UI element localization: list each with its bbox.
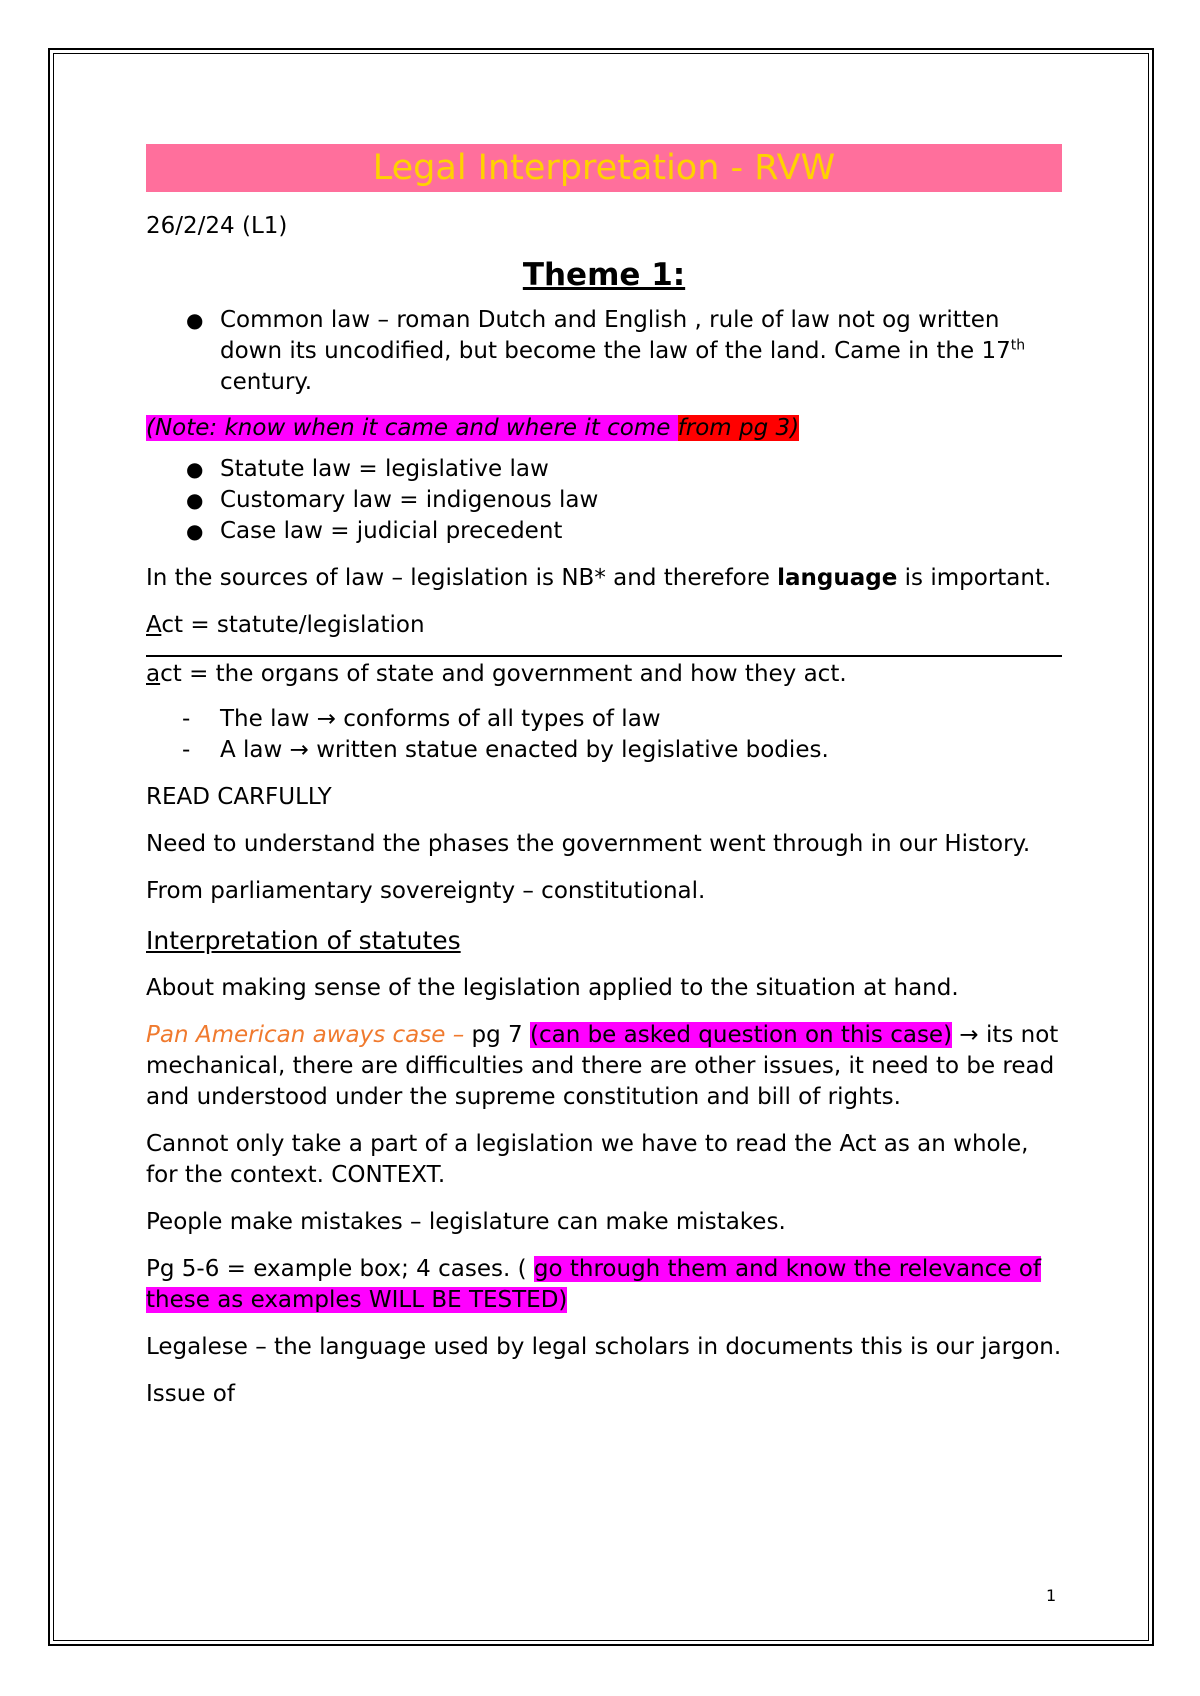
act-statute-text: ct = statute/legislation [161, 612, 425, 638]
act-statute-line [146, 610, 1062, 641]
sources-after: is important. [897, 565, 1052, 591]
note-highlight-red: from pg 3) [677, 415, 800, 441]
list-item [146, 735, 1062, 766]
list-item [146, 704, 1062, 735]
example-box-text: Pg 5-6 = example box; 4 cases. ( [146, 1256, 534, 1282]
bullet-icon: ● [186, 488, 204, 512]
sources-text: In the sources of law – legislation is NB* and therefore [146, 565, 778, 591]
note-highlight-magenta: (Note: know when it came and where it come [146, 415, 678, 441]
bullet-icon: ● [186, 457, 204, 481]
pan-american-paragraph [146, 1020, 1062, 1113]
page-number: 1 [1046, 1586, 1057, 1605]
case-name: Pan American aways case – [146, 1022, 465, 1048]
dash-icon: - [182, 706, 191, 732]
common-law-tail: century. [220, 369, 313, 395]
page-ref: pg 7 [464, 1022, 530, 1048]
document-title: Legal Interpretation - RVW [146, 144, 1062, 192]
pan-american-rest: → its not mechanical, there are difficulties and there are other issues, it need to be read and understood under the supreme constitution and bill of rights. [146, 1022, 1059, 1110]
law-type: Statute law = legislative law [220, 456, 549, 482]
bullet-icon: ● [186, 308, 204, 332]
act-capital-letter: A [146, 612, 162, 638]
note-line [146, 413, 1062, 444]
act-lowercase-letter: a [146, 661, 161, 687]
common-law-text: Common law – roman Dutch and English , rule of law not og written down its uncodified, but become the law of the land. Came in the 17 [220, 307, 1011, 364]
law-types-list [146, 454, 1062, 547]
about-paragraph: About making sense of the legislation applied to the situation at hand. [146, 975, 959, 1001]
law-definition: The law → conforms of all types of law [220, 706, 661, 732]
theme-heading: Theme 1: [522, 257, 686, 293]
document-body [146, 144, 1062, 1410]
issue-of-line: Issue of [146, 1381, 235, 1407]
lecture-date: 26/2/24 (L1) [146, 213, 288, 239]
common-law-list [146, 305, 1062, 398]
phases-paragraph: Need to understand the phases the government went through in our History. [146, 831, 1031, 857]
example-box-paragraph [146, 1254, 1062, 1316]
list-item [146, 454, 1062, 485]
interpretation-heading: Interpretation of statutes [146, 926, 461, 955]
dash-icon: - [182, 737, 191, 763]
bullet-icon: ● [186, 519, 204, 543]
law-definitions-list [146, 704, 1062, 766]
law-definition: A law → written statue enacted by legislative bodies. [220, 737, 829, 763]
mistakes-line: People make mistakes – legislature can make mistakes. [146, 1209, 786, 1235]
act-organs-line [146, 657, 1062, 690]
list-item [146, 485, 1062, 516]
act-organs-text: ct = the organs of state and government and how they act. [160, 661, 847, 687]
law-type: Case law = judicial precedent [220, 518, 563, 544]
sovereignty-line: From parliamentary sovereignty – constitutional. [146, 878, 706, 904]
law-type: Customary law = indigenous law [220, 487, 599, 513]
sources-paragraph [146, 563, 1062, 594]
list-item [146, 516, 1062, 547]
list-item [146, 305, 1062, 398]
legalese-paragraph: Legalese – the language used by legal scholars in documents this is our jargon. [146, 1334, 1062, 1360]
ordinal-suffix: th [1010, 337, 1026, 354]
read-carfully: READ CARFULLY [146, 784, 332, 810]
sources-bold: language [777, 565, 898, 591]
tested-highlight: go through them and know the relevance of these as examples WILL BE TESTED) [146, 1256, 1041, 1313]
whole-act-paragraph: Cannot only take a part of a legislation we have to read the Act as an whole, for the context. CONTEXT. [146, 1131, 1029, 1188]
case-question-highlight: (can be asked question on this case) [529, 1022, 953, 1048]
